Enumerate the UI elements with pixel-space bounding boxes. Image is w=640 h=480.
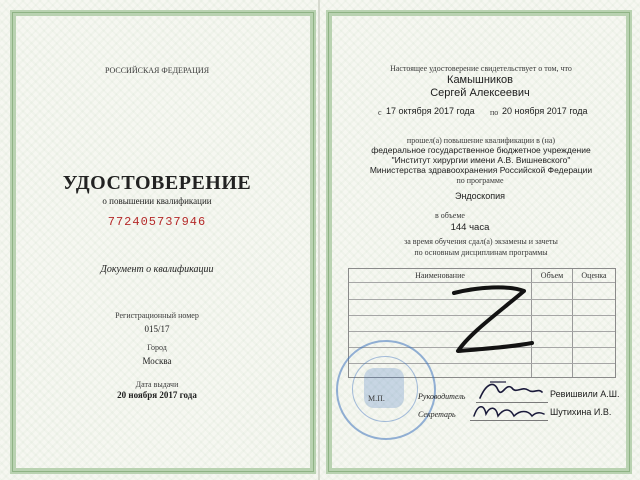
official-stamp-icon xyxy=(336,340,436,440)
passed-text: прошел(а) повышение квалификации в (на) xyxy=(406,136,556,145)
secretary-label: Секретарь xyxy=(418,410,456,419)
table-header-grade: Оценка xyxy=(581,271,607,280)
from-date: 17 октября 2017 года xyxy=(386,106,475,116)
exams-line-2: по основным дисциплинам программы xyxy=(414,248,548,257)
institution-line-3: Министерства здравоохранения Российской Федерации xyxy=(369,165,593,175)
document-type: Документ о квалификации xyxy=(100,264,214,275)
registration-label: Регистрационный номер xyxy=(115,311,199,320)
director-name: Ревишвили А.Ш. xyxy=(550,389,620,399)
country-label: РОССИЙСКАЯ ФЕДЕРАЦИЯ xyxy=(104,66,210,75)
from-prefix: с xyxy=(378,108,382,117)
table-header-name: Наименование xyxy=(415,271,465,280)
registration-number: 015/17 xyxy=(144,324,170,334)
intro-text: Настоящее удостоверение свидетельствует о том, что xyxy=(390,64,572,73)
holder-surname: Камышников xyxy=(447,74,513,86)
program-name: Эндоскопия xyxy=(454,191,505,201)
institution-line-2: "Институт хирургии имени А.В. Вишневского" xyxy=(391,155,571,165)
holder-name: Сергей Алексеевич xyxy=(430,87,530,99)
to-date: 20 ноября 2017 года xyxy=(502,106,588,116)
cancel-mark-icon xyxy=(448,283,538,357)
left-page-frame xyxy=(10,10,316,474)
page-fold xyxy=(318,0,320,480)
seal-mark: М.П. xyxy=(368,394,385,403)
program-label: по программе xyxy=(456,176,504,185)
to-prefix: по xyxy=(490,108,499,117)
director-label: Руководитель xyxy=(418,392,466,401)
certificate-subtitle: о повышении квалификации xyxy=(102,196,212,206)
table-header-volume: Объем xyxy=(540,271,564,280)
certificate-title: УДОСТОВЕРЕНИЕ xyxy=(62,172,252,194)
issue-date: 20 ноября 2017 года xyxy=(117,390,197,400)
city-value: Москва xyxy=(142,356,172,366)
secretary-name: Шутихина И.В. xyxy=(550,407,612,417)
issue-date-label: Дата выдачи xyxy=(135,380,179,389)
volume-value: 144 часа xyxy=(450,222,490,233)
institution-line-1: федеральное государственное бюджетное учреждение xyxy=(371,145,591,155)
volume-label: в объеме xyxy=(435,211,465,220)
exams-line-1: за время обучения сдал(а) экзамены и зачеты xyxy=(404,237,558,246)
city-label: Город xyxy=(147,343,167,352)
serial-number: 772405737946 xyxy=(107,215,207,229)
